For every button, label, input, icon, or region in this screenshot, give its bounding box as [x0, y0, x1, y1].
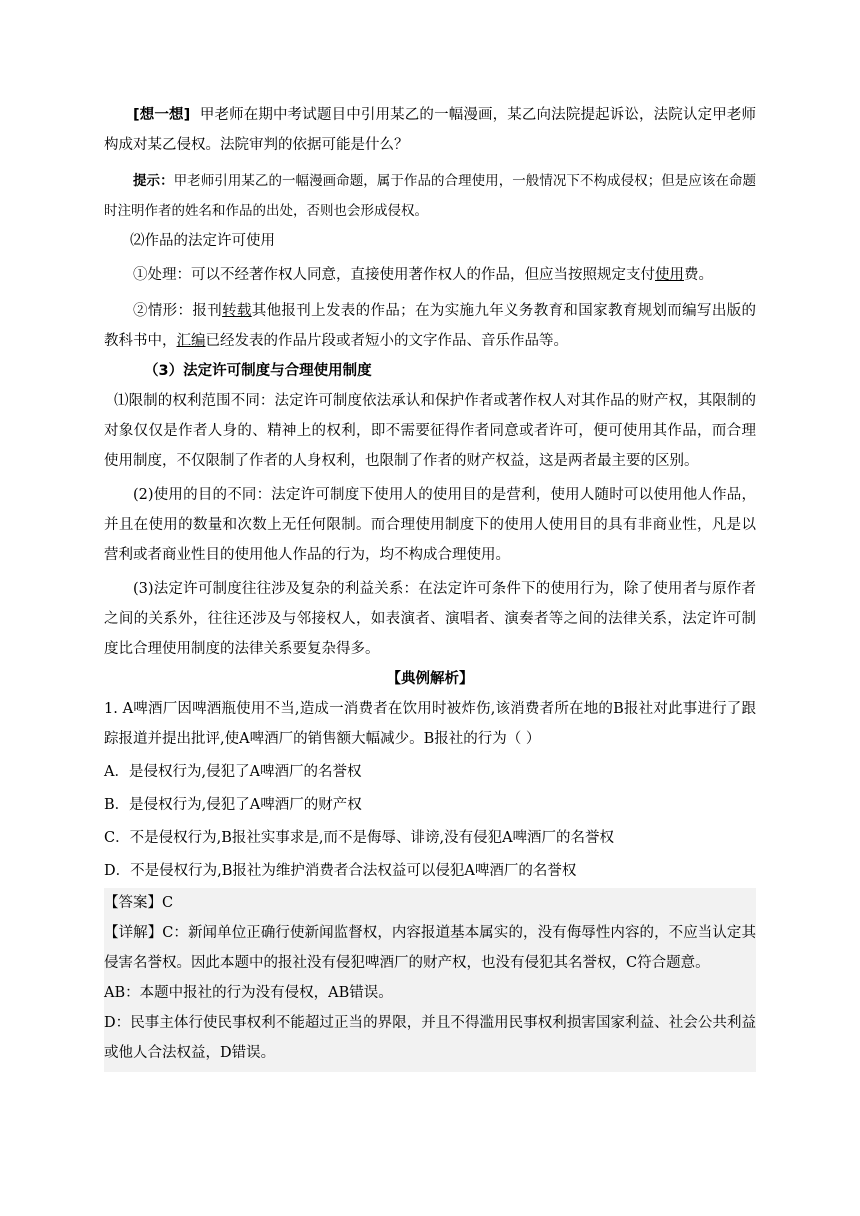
hint-label: 提示： [133, 173, 174, 189]
section3-paragraph-1: ⑴限制的权利范围不同：法定许可制度依法承认和保护作者或著作权人对其作品的财产权，其限制的对象仅仅是作者人身的、精神上的权利，即不需要征得作者同意或者许可，便可使用其作品，而合理使用制度，不仅限制了作者的人身权利，也限制了作者的财产权益，这是两者最主要的区别。 [104, 393, 756, 469]
answer-box [104, 888, 756, 1072]
think-label: [想一想] [133, 107, 191, 123]
detail-text-1: C：新闻单位正确行使新闻监督权，内容报道基本属实的，没有侮辱性内容的，不应当认定其侵害名誉权。因此本题中的报社没有侵犯啤酒厂的财产权，也没有侵犯其名誉权，C符合题意。 [104, 925, 756, 971]
hint-text: 甲老师引用某乙的一幅漫画命题，属于作品的合理使用，一般情况下不构成侵权；但是应该在命题时注明作者的姓名和作品的出处，否则也会形成侵权。 [104, 173, 757, 219]
document-page [104, 100, 756, 1072]
section2-heading: ⑵作品的法定许可使用 [130, 233, 275, 249]
section2-item2 [104, 296, 756, 356]
option-c: C．不是侵权行为,B报社实事求是,而不是侮辱、诽谤,没有侵犯A啤酒厂的名誉权 [104, 830, 615, 846]
item2-underline-1: 转载 [222, 303, 252, 319]
example-question: 1. A啤酒厂因啤酒瓶使用不当,造成一消费者在饮用时被炸伤,该消费者所在地的B报社对此事进行了跟踪报道并提出批评,使A啤酒厂的销售额大幅减少。B报社的行为（ ） [104, 701, 756, 747]
detail-label: 【详解】 [104, 925, 163, 941]
option-d: D．不是侵权行为,B报社为维护消费者合法权益可以侵犯A啤酒厂的名誉权 [104, 863, 577, 879]
section3-paragraph-3: (3)法定许可制度往往涉及复杂的利益关系：在法定许可条件下的使用行为，除了使用者与原作者之间的关系外，往往还涉及与邻接权人，如表演者、演唱者、演奏者等之间的法律关系，法定许可制度比合理使用制度的法律关系要复杂得多。 [104, 581, 756, 657]
option-a: A．是侵权行为,侵犯了A啤酒厂的名誉权 [104, 764, 362, 780]
item2-text: ②情形：报刊 [133, 303, 223, 319]
answer-line [104, 888, 756, 918]
detail-line-2: AB：本题中报社的行为没有侵权，AB错误。 [104, 985, 393, 1001]
section3-paragraph-2: (2)使用的目的不同：法定许可制度下使用人的使用目的是营利，使用人随时可以使用他人作品，并且在使用的数量和次数上无任何限制。而合理使用制度下的使用人使用目的具有非商业性，凡是以营利或者商业性目的使用他人作品的行为，均不构成合理使用。 [104, 487, 756, 563]
option-b: B．是侵权行为,侵犯了A啤酒厂的财产权 [104, 797, 362, 813]
item2-underline-2: 汇编 [176, 333, 206, 349]
detail-line-1 [104, 918, 756, 978]
answer-label: 【答案】 [104, 895, 162, 911]
item2-middle: 其他报刊上发表的作品；在为实施九年义务教育和国家教育规划而编写出版的教科书中， [104, 303, 757, 349]
item2-tail: 已经发表的作品片段或者短小的文字作品、音乐作品等。 [205, 333, 568, 349]
example-title: 【典例解析】 [386, 670, 474, 687]
section3-heading: （3）法定许可制度与合理使用制度 [144, 363, 372, 379]
answer-value: C [162, 895, 174, 911]
hint-paragraph [104, 166, 756, 226]
section2-item1 [104, 260, 756, 290]
item1-tail: 费。 [684, 267, 713, 283]
item1-underline: 使用 [655, 267, 684, 283]
think-text: 甲老师在期中考试题目中引用某乙的一幅漫画，某乙向法院提起诉讼，法院认定甲老师构成对某乙侵权。法院审判的依据可能是什么？ [104, 107, 757, 153]
think-paragraph [104, 100, 756, 160]
detail-line-3: D：民事主体行使民事权利不能超过正当的界限，并且不得滥用民事权利损害国家利益、社会公共利益或他人合法权益，D错误。 [104, 1015, 756, 1061]
item1-text: ①处理：可以不经著作权人同意，直接使用著作权人的作品，但应当按照规定支付 [133, 267, 655, 283]
